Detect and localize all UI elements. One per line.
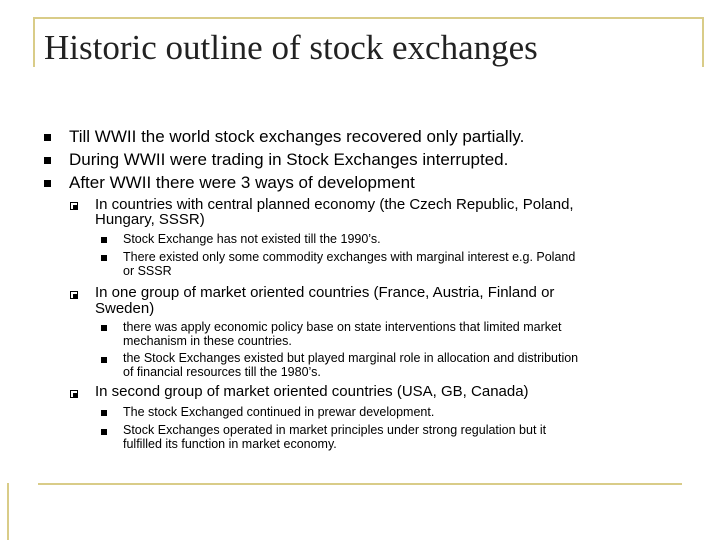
subbullet-text: Sweden) [95, 300, 155, 317]
square-bullet-icon [44, 134, 51, 141]
checkbox-bullet-icon [70, 291, 78, 299]
decorative-rule-top [33, 17, 704, 19]
detail-text: the Stock Exchanges existed but played marginal role in allocation and distribution [123, 351, 579, 365]
checkbox-bullet-icon [70, 390, 78, 398]
decorative-rule-right [702, 17, 704, 67]
detail-text: fulfilled its function in market economy. [123, 437, 337, 451]
square-bullet-icon [101, 325, 107, 331]
detail-text: mechanism in these countries. [123, 334, 292, 348]
square-bullet-icon [101, 255, 107, 261]
square-bullet-icon [101, 237, 107, 243]
square-bullet-icon [44, 157, 51, 164]
square-bullet-icon [101, 410, 107, 416]
detail-text: The stock Exchanged continued in prewar development. [123, 405, 435, 419]
detail-text: of financial resources till the 1980’s. [123, 365, 321, 379]
decorative-rule-bottom [38, 483, 682, 485]
subbullet-text: In countries with central planned economy (the Czech Republic, Poland, [95, 196, 574, 213]
detail-text: or SSSR [123, 264, 172, 278]
bullet-text: Till WWII the world stock exchanges recovered only partially. [69, 127, 525, 146]
square-bullet-icon [101, 429, 107, 435]
checkbox-bullet-icon [70, 202, 78, 210]
detail-text: there was apply economic policy base on state interventions that limited market [123, 320, 562, 334]
bullet-text: After WWII there were 3 ways of development [69, 173, 415, 192]
slide-title: Historic outline of stock exchanges [44, 28, 538, 67]
subbullet-text: In second group of market oriented countries (USA, GB, Canada) [95, 383, 529, 400]
decorative-rule-left [33, 17, 35, 67]
detail-text: Stock Exchange has not existed till the 1990’s. [123, 232, 381, 246]
detail-text: There existed only some commodity exchanges with marginal interest e.g. Poland [123, 250, 576, 264]
square-bullet-icon [44, 180, 51, 187]
subbullet-text: Hungary, SSSR) [95, 211, 205, 228]
decorative-rule-bottom-left [7, 483, 9, 540]
subbullet-text: In one group of market oriented countries (France, Austria, Finland or [95, 284, 555, 301]
bullet-text: During WWII were trading in Stock Exchanges interrupted. [69, 150, 509, 169]
square-bullet-icon [101, 357, 107, 363]
detail-text: Stock Exchanges operated in market principles under strong regulation but it [123, 423, 547, 437]
